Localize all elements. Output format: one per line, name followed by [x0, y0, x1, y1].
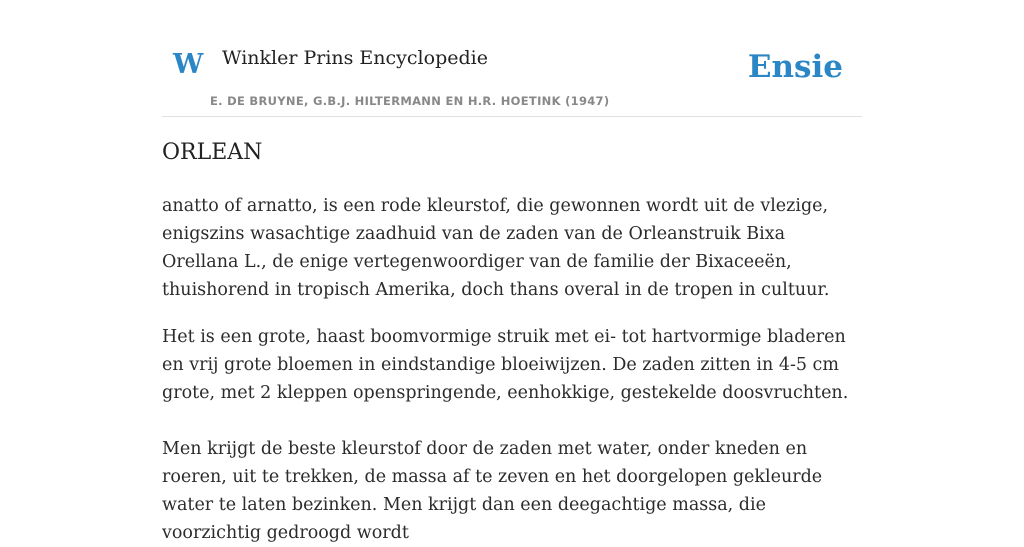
- ensie-logo-link[interactable]: Ensie: [747, 49, 843, 85]
- publication-authors: E. DE BRUYNE, G.B.J. HILTERMANN EN H.R. HOETINK (1947): [210, 94, 610, 108]
- article-paragraph: Men krijgt de beste kleurstof door de zaden met water, onder kneden en roeren, uit te trekken, de massa af te zeven en het doorgelopen gekleurde water te laten bezinken. Men krijgt dan een deegachtige massa, die voorzichtig gedroogd wordt: [162, 439, 823, 543]
- publication-title[interactable]: Winkler Prins Encyclopedie: [222, 47, 488, 69]
- article-body: [162, 192, 862, 547]
- winkler-prins-logo[interactable]: W: [173, 49, 204, 80]
- article-title: ORLEAN: [162, 140, 263, 165]
- site-header: [162, 36, 862, 117]
- article-paragraph: anatto of arnatto, is een rode kleurstof, die gewonnen wordt uit de vlezige, enigszins wasachtige zaadhuid van de zaden van de Orleanstruik Bixa Orellana L., de enige vertegenwoordiger van de familie der Bixaceeën, thuishorend in tropisch Amerika, doch thans overal in de tropen in cultuur.: [162, 196, 830, 300]
- article-paragraph: Het is een grote, haast boomvormige struik met ei- tot hartvormige bladeren en vrij grote bloemen in eindstandige bloeiwijzen. De zaden zitten in 4-5 cm grote, met 2 kleppen openspringende, eenhokkige, gestekelde doosvruchten.: [162, 327, 849, 403]
